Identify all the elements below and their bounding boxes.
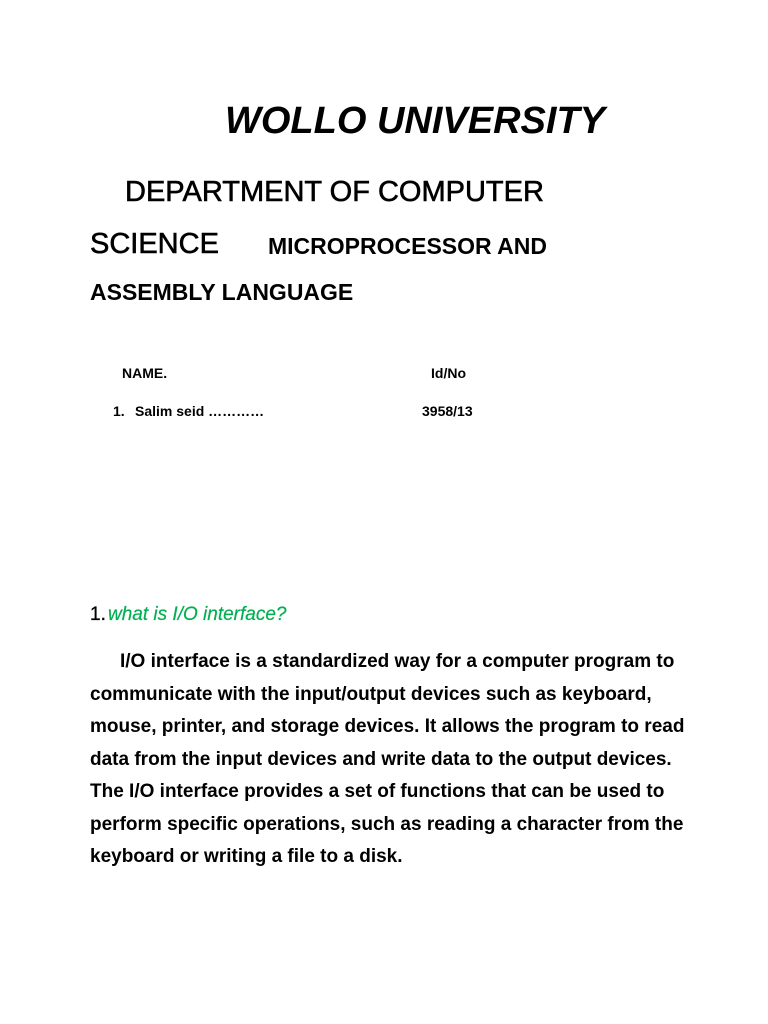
question-text: what is I/O interface? [108, 604, 287, 625]
student-id: 3958/13 [422, 403, 473, 419]
department-word-science: SCIENCE [90, 228, 219, 260]
question-number: 1. [90, 604, 106, 625]
name-column-header: NAME. [122, 365, 168, 381]
course-title-line-1: MICROPROCESSOR AND [268, 233, 547, 259]
student-name: Salim seid ………… [135, 403, 265, 419]
row-number: 1. [113, 403, 125, 419]
department-line: DEPARTMENT OF COMPUTER [125, 176, 544, 208]
university-title: WOLLO UNIVERSITY [225, 100, 605, 142]
course-title-line-2: ASSEMBLY LANGUAGE [90, 279, 354, 305]
id-column-header: Id/No [431, 365, 466, 381]
answer-paragraph: I/O interface is a standardized way for a computer program to communicate with the input/output devices such as keyboard, mouse, printer, and storage devices. It allows the program to read data from the input devices and write data to the output devices. The I/O interface provides a set of functions that can be used to perform specific operations, such as reading a character from the keyboard or writing a file to a disk. [90, 651, 685, 867]
